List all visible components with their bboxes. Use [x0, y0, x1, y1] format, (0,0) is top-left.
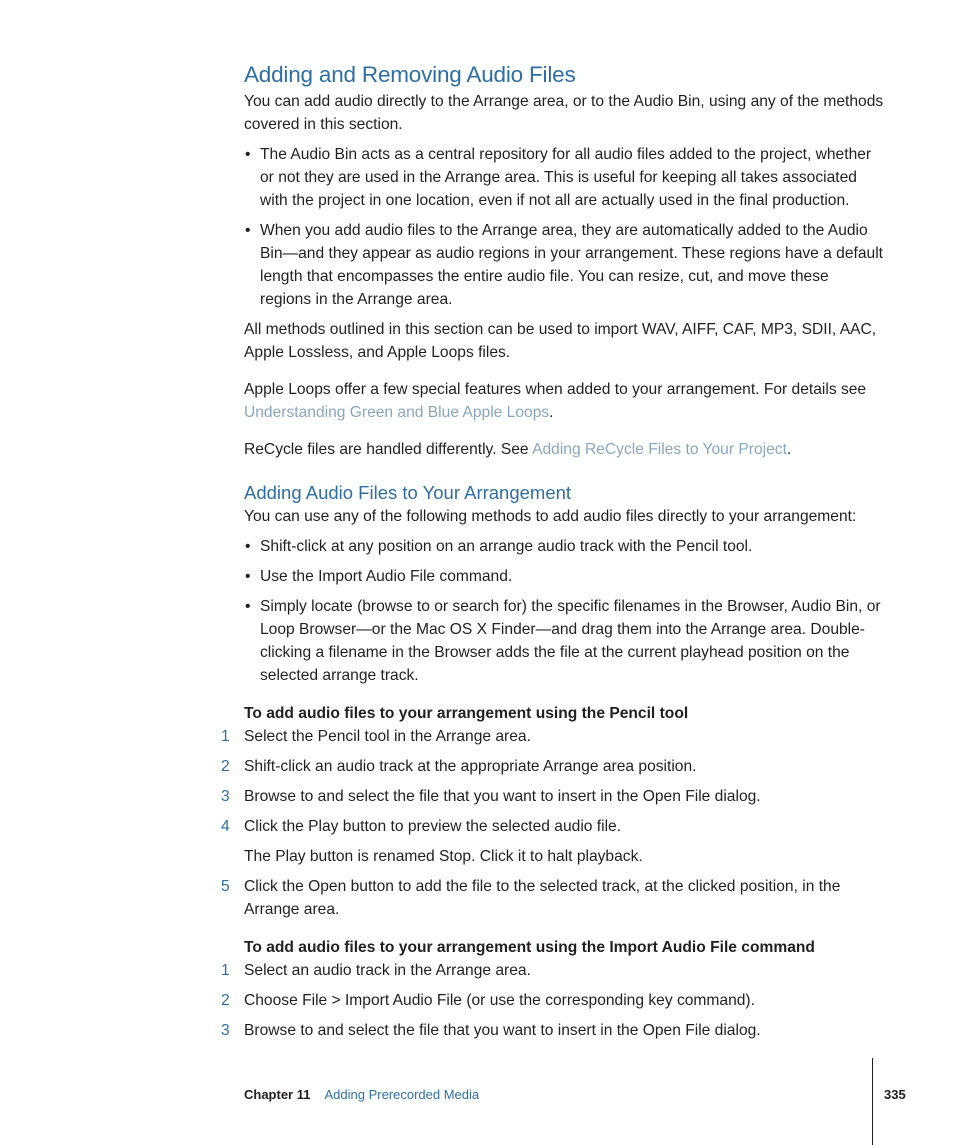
recycle-text: ReCycle files are handled differently. See — [244, 441, 533, 458]
step-text: Select an audio track in the Arrange area. — [244, 962, 531, 979]
step-number: 3 — [221, 1022, 230, 1039]
subsection-title: Adding Audio Files to Your Arrangement — [244, 482, 572, 503]
section-intro: You can add audio directly to the Arrange area, or to the Audio Bin, using any of the methods covered in this section. — [244, 93, 884, 133]
list-item — [244, 565, 884, 588]
section-title: Adding and Removing Audio Files — [244, 62, 576, 87]
apple-loops-link[interactable]: Understanding Green and Blue Apple Loops — [244, 404, 550, 421]
bullet-text: Shift-click at any position on an arrange audio track with the Pencil tool. — [260, 538, 753, 555]
formats-paragraph: All methods outlined in this section can be used to import WAV, AIFF, CAF, MP3, SDII, AAC, Apple Lossless, and Apple Loops files. — [244, 321, 877, 361]
step-number: 2 — [221, 992, 230, 1009]
chapter-title-link[interactable]: Adding Prerecorded Media — [324, 1087, 480, 1102]
step-text: Select the Pencil tool in the Arrange area. — [244, 728, 531, 745]
step-text: Click the Play button to preview the selected audio file. — [244, 818, 622, 835]
import-steps-list — [221, 959, 884, 1042]
recycle-suffix: . — [786, 441, 792, 458]
step-text: Browse to and select the file that you want to insert in the Open File dialog. — [244, 1022, 761, 1039]
section-bullet-list — [244, 143, 884, 311]
step-item — [221, 725, 884, 748]
list-item — [244, 143, 884, 212]
step-item — [221, 959, 884, 982]
step-item — [221, 1019, 884, 1042]
bullet-icon: • — [245, 568, 251, 585]
subsection-bullet-list — [244, 535, 884, 687]
pencil-procedure-title: To add audio files to your arrangement using the Pencil tool — [244, 705, 689, 722]
page-number: 335 — [884, 1087, 906, 1102]
step-item — [221, 785, 884, 808]
step-note: The Play button is renamed Stop. Click it to halt playback. — [244, 848, 643, 865]
step-item — [221, 755, 884, 778]
pencil-steps-list — [221, 725, 884, 838]
bullet-text: When you add audio files to the Arrange area, they are automatically added to the Audio Bin—and they appear as audio regions in your arrangement. These regions have a default length that encompasses the entire audio file. You can resize, cut, and move these regions in the Arrange area. — [260, 222, 883, 308]
step-item — [221, 815, 884, 838]
step-number: 1 — [221, 962, 230, 979]
step-text: Shift-click an audio track at the appropriate Arrange area position. — [244, 758, 697, 775]
import-procedure-title: To add audio files to your arrangement using the Import Audio File command — [244, 939, 815, 956]
step-item — [221, 875, 884, 921]
page-content — [221, 60, 884, 1049]
footer-divider — [872, 1058, 873, 1145]
bullet-icon: • — [245, 538, 251, 555]
bullet-text: Simply locate (browse to or search for) the specific filenames in the Browser, Audio Bin, or Loop Browser—or the Mac OS X Finder—and drag them into the Arrange area. Double-clicking a filename in the Browser adds the file at the current playhead position on the selected arrange track. — [260, 598, 881, 684]
step-item — [221, 989, 884, 1012]
subsection-intro: You can use any of the following methods to add audio files directly to your arrangement: — [244, 508, 857, 525]
chapter-label: Chapter 11 — [244, 1087, 311, 1102]
apple-loops-paragraph — [244, 378, 884, 424]
pencil-steps-list-continued — [221, 875, 884, 921]
step-number: 5 — [221, 878, 230, 895]
list-item — [244, 595, 884, 687]
step-text: Browse to and select the file that you want to insert in the Open File dialog. — [244, 788, 761, 805]
step-number: 2 — [221, 758, 230, 775]
step-number: 3 — [221, 788, 230, 805]
bullet-icon: • — [245, 146, 251, 163]
bullet-text: The Audio Bin acts as a central repository for all audio files added to the project, whether or not they are used in the Arrange area. This is useful for keeping all takes associated with the project in one location, even if not all are actually used in the final production. — [260, 146, 872, 209]
list-item — [244, 535, 884, 558]
step-number: 4 — [221, 818, 230, 835]
page-footer — [244, 1086, 479, 1104]
step-text: Choose File > Import Audio File (or use the corresponding key command). — [244, 992, 755, 1009]
bullet-text: Use the Import Audio File command. — [260, 568, 513, 585]
apple-loops-text: Apple Loops offer a few special features when added to your arrangement. For details see — [244, 381, 867, 398]
step-text: Click the Open button to add the file to the selected track, at the clicked position, in the Arrange area. — [244, 878, 841, 918]
list-item — [244, 219, 884, 311]
recycle-paragraph — [244, 438, 884, 461]
bullet-icon: • — [245, 222, 251, 239]
apple-loops-suffix: . — [549, 404, 554, 421]
step-number: 1 — [221, 728, 230, 745]
recycle-link[interactable]: Adding ReCycle Files to Your Project — [532, 441, 787, 458]
bullet-icon: • — [245, 598, 251, 615]
